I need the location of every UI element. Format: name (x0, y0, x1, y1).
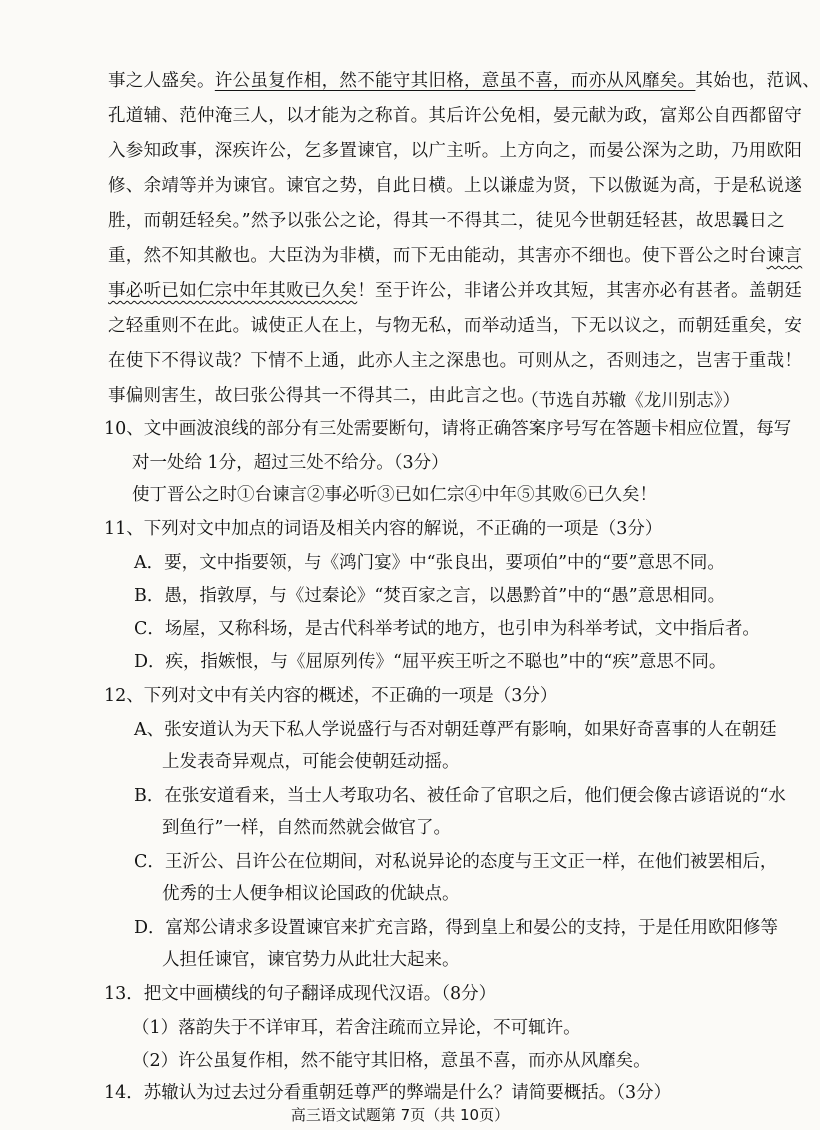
passage-line (108, 346, 803, 376)
option-a: A．要，文中指要领，与《鸿门宴》中“张良出，要项伯”中的“要”意思不同。 (134, 553, 725, 573)
question-number: 12、 (104, 686, 144, 706)
option-b: B．愚，指敦厚，与《过秦论》“焚百家之言，以愚黔首”中的“愚”意思相同。 (134, 586, 726, 606)
question-11-line (104, 514, 754, 544)
question-10-sentence: 使丁晋公之时①台谏言②事必听③已如仁宗④中年⑤其败⑥已久矣！ (132, 485, 657, 505)
option-d: D．富郑公请求多设置谏官来扩充言路，得到皇上和晏公的支持，于是任用欧阳修等 (134, 918, 779, 938)
passage-text: 入参知政事，深疾许公，乞多置谏官，以广主听。上方向之，而晏公深为之助，乃用欧阳 (108, 141, 803, 161)
sub-question-1: （1）落韵失于不详审耳，若舍注疏而立异论，不可辄许。 (132, 1018, 581, 1038)
passage-line (108, 66, 820, 96)
option-b: B．在张安道看来，当士人考取功名、被任命了官职之后，他们便会像古谚语说的“水 (134, 786, 786, 806)
passage-line (108, 276, 803, 306)
option-c: C．场屋，又称科场，是古代科举考试的地方，也引申为科举考试，文中指后者。 (134, 619, 760, 639)
passage-text: 事偏则害生，故曰张公得其一不得其二，由此言之也。 (108, 386, 536, 406)
page-footer: 高三语文试题第 7页（共 10页） (290, 1106, 510, 1124)
passage-text: 在使下不得议哉？下情不上通，此亦人主之深患也。可则从之，否则违之，岂害于重哉！ (108, 351, 803, 371)
passage-text: 之轻重则不在此。诚使正人在上，与物无私，而举动适当，下无以议之，而朝廷重矣，安 (108, 316, 803, 336)
option-a-cont: 上发表奇异观点，可能会使朝廷动摇。 (162, 752, 460, 772)
question-10-line (104, 414, 792, 444)
option-b-cont: 到鱼行”一样，自然而然就会做官了。 (162, 818, 451, 838)
passage-line (108, 136, 803, 166)
sub-question-2: （2）许公虽复作相，然不能守其旧格，意虽不喜，而亦从风靡矣。 (132, 1051, 651, 1071)
passage-line (108, 241, 803, 271)
question-10-line: 对一处给 1分，超过三处不给分。（3分） (132, 453, 449, 473)
passage-text: 其始也，范讽、 (695, 71, 820, 91)
passage-text: ！至于许公，非诸公并攻其短，其害亦必有甚者。盖朝廷 (357, 281, 803, 301)
option-a: A、张安道认为天下私人学说盛行与否对朝廷尊严有影响，如果好奇喜事的人在朝廷 (134, 720, 777, 740)
passage-text: 重，然不知其敝也。大臣沩为非横，而下无由能动，其害亦不细也。使下晋公之时台 (108, 246, 767, 266)
passage-line (108, 206, 785, 236)
underlined-sentence: 许公虽复作相，然不能守其旧格，意虽不喜，而亦从风靡矣。 (214, 71, 696, 91)
passage-line (108, 311, 803, 341)
wavy-underlined-text: 谏言 (766, 246, 803, 266)
passage-source: （节选自苏辙《龙川别志》） (521, 391, 740, 411)
wavy-underlined-text: 事必听已如仁宗中年其败已久矣 (108, 281, 358, 301)
question-13-line (104, 979, 754, 1009)
passage-text: 孔道辅、范仲淹三人，以才能为之称首。其后许公免相，晏元献为政，富郑公自西都留守 (108, 106, 803, 126)
option-d: D．疾，指嫉恨，与《屈原列传》“屈平疾王听之不聪也”中的“疾”意思不同。 (134, 652, 727, 672)
question-number: 13． (104, 984, 144, 1004)
question-text: 苏辙认为过去过分看重朝廷尊严的弊端是什么？请简要概括。（3分） (143, 1083, 672, 1103)
passage-line (108, 101, 803, 131)
question-12-line (104, 681, 754, 711)
question-text: 文中画波浪线的部分有三处需要断句，请将正确答案序号写在答题卡相应位置，每写 (143, 419, 792, 439)
question-text: 下列对文中有关内容的概述，不正确的一项是（3分） (143, 686, 558, 706)
question-number: 11、 (104, 519, 144, 539)
question-text: 下列对文中加点的词语及相关内容的解说，不正确的一项是（3分） (143, 519, 663, 539)
option-c: C．王沂公、吕许公在位期间，对私说异论的态度与王文正一样，在他们被罢相后， (134, 852, 778, 872)
option-c-cont: 优秀的士人便争相议论国政的优缺点。 (162, 884, 460, 904)
option-d-cont: 人担任谏官，谏官势力从此壮大起来。 (162, 950, 460, 970)
passage-text: 事之人盛矣。 (108, 71, 215, 91)
question-text: 把文中画横线的句子翻译成现代汉语。（8分） (143, 984, 497, 1004)
passage-text: 修、余靖等并为谏官。谏官之势，自此日横。上以谦虚为贤，下以傲诞为高，于是私说遂 (108, 176, 803, 196)
question-number: 14． (104, 1083, 144, 1103)
question-number: 10、 (104, 419, 144, 439)
passage-line (108, 171, 803, 201)
passage-text: 胜，而朝廷轻矣。”然予以张公之论，得其一不得其二，徒见今世朝廷轻甚，故思曩日之 (108, 211, 785, 231)
